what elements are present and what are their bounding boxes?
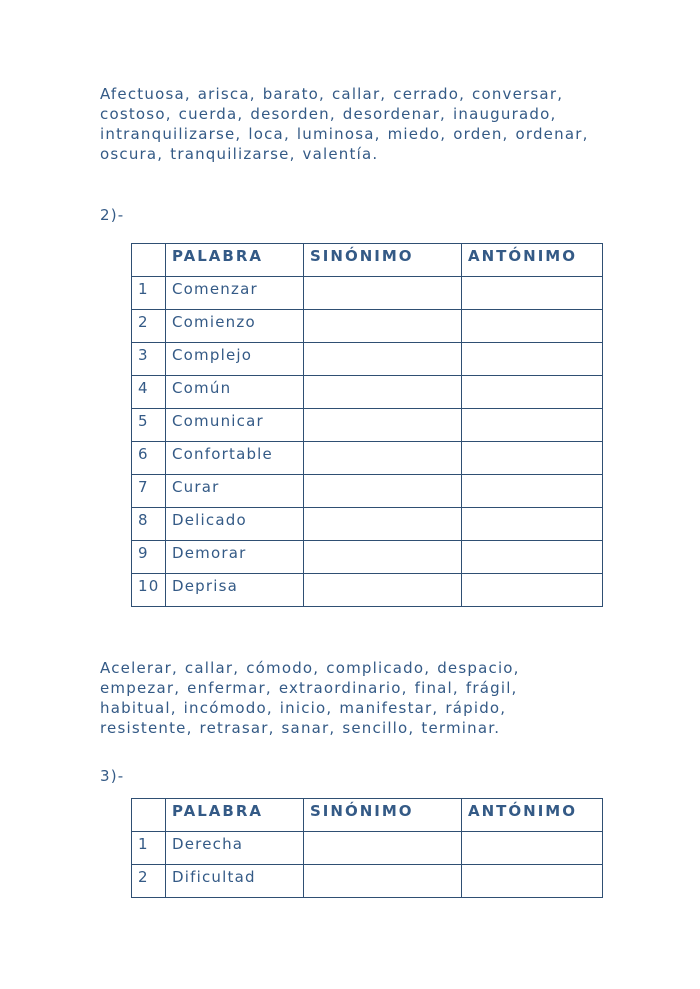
antonym-cell[interactable] (462, 475, 603, 508)
table-row (132, 574, 603, 607)
synonym-cell[interactable] (304, 832, 462, 865)
synonym-cell[interactable] (304, 376, 462, 409)
header-sinonimo: SINÓNIMO (304, 244, 462, 277)
table-row (132, 541, 603, 574)
row-number: 10 (132, 574, 166, 607)
row-word: Dificultad (166, 865, 304, 898)
word-list-1: Afectuosa, arisca, barato, callar, cerrado, conversar, costoso, cuerda, desorden, desordenar, inaugurado, intranquilizarse, loca, luminosa, miedo, orden, ordenar, oscura, tranquilizarse, valentía. (100, 85, 589, 163)
table-row (132, 442, 603, 475)
row-number: 3 (132, 343, 166, 376)
synonym-cell[interactable] (304, 310, 462, 343)
row-word: Delicado (166, 508, 304, 541)
exercise-label-3: 3)- (100, 767, 125, 785)
table-header-row (132, 799, 603, 832)
header-palabra: PALABRA (166, 244, 304, 277)
antonym-cell[interactable] (462, 865, 603, 898)
table-row (132, 475, 603, 508)
row-number: 7 (132, 475, 166, 508)
table-row (132, 343, 603, 376)
row-word: Curar (166, 475, 304, 508)
row-number: 1 (132, 832, 166, 865)
antonym-cell[interactable] (462, 832, 603, 865)
row-number: 2 (132, 865, 166, 898)
row-word: Comenzar (166, 277, 304, 310)
row-number: 9 (132, 541, 166, 574)
header-number (132, 244, 166, 277)
antonym-cell[interactable] (462, 442, 603, 475)
antonym-cell[interactable] (462, 541, 603, 574)
antonym-cell[interactable] (462, 574, 603, 607)
synonym-cell[interactable] (304, 574, 462, 607)
table-row (132, 409, 603, 442)
synonym-cell[interactable] (304, 541, 462, 574)
row-number: 4 (132, 376, 166, 409)
row-number: 5 (132, 409, 166, 442)
exercise-label-2: 2)- (100, 206, 125, 224)
synonym-cell[interactable] (304, 865, 462, 898)
header-number (132, 799, 166, 832)
synonym-cell[interactable] (304, 475, 462, 508)
row-word: Confortable (166, 442, 304, 475)
row-number: 6 (132, 442, 166, 475)
row-word: Complejo (166, 343, 304, 376)
synonym-cell[interactable] (304, 409, 462, 442)
table-row (132, 376, 603, 409)
table-row (132, 865, 603, 898)
row-number: 8 (132, 508, 166, 541)
antonym-cell[interactable] (462, 343, 603, 376)
row-word: Comienzo (166, 310, 304, 343)
synonym-cell[interactable] (304, 442, 462, 475)
table-row (132, 310, 603, 343)
synonym-antonym-table-3 (131, 798, 603, 898)
row-word: Común (166, 376, 304, 409)
synonym-antonym-table-2 (131, 243, 603, 607)
header-antonimo: ANTÓNIMO (462, 244, 603, 277)
table-row (132, 832, 603, 865)
antonym-cell[interactable] (462, 409, 603, 442)
synonym-cell[interactable] (304, 343, 462, 376)
header-palabra: PALABRA (166, 799, 304, 832)
row-word: Derecha (166, 832, 304, 865)
header-sinonimo: SINÓNIMO (304, 799, 462, 832)
synonym-cell[interactable] (304, 277, 462, 310)
antonym-cell[interactable] (462, 508, 603, 541)
antonym-cell[interactable] (462, 277, 603, 310)
table-row (132, 508, 603, 541)
row-word: Deprisa (166, 574, 304, 607)
table-header-row (132, 244, 603, 277)
row-number: 1 (132, 277, 166, 310)
row-word: Demorar (166, 541, 304, 574)
row-word: Comunicar (166, 409, 304, 442)
antonym-cell[interactable] (462, 376, 603, 409)
synonym-cell[interactable] (304, 508, 462, 541)
word-list-2: Acelerar, callar, cómodo, complicado, despacio, empezar, enfermar, extraordinario, final, frágil, habitual, incómodo, inicio, manifestar, rápido, resistente, retrasar, sanar, sencillo, terminar. (100, 659, 520, 737)
antonym-cell[interactable] (462, 310, 603, 343)
row-number: 2 (132, 310, 166, 343)
table-row (132, 277, 603, 310)
header-antonimo: ANTÓNIMO (462, 799, 603, 832)
